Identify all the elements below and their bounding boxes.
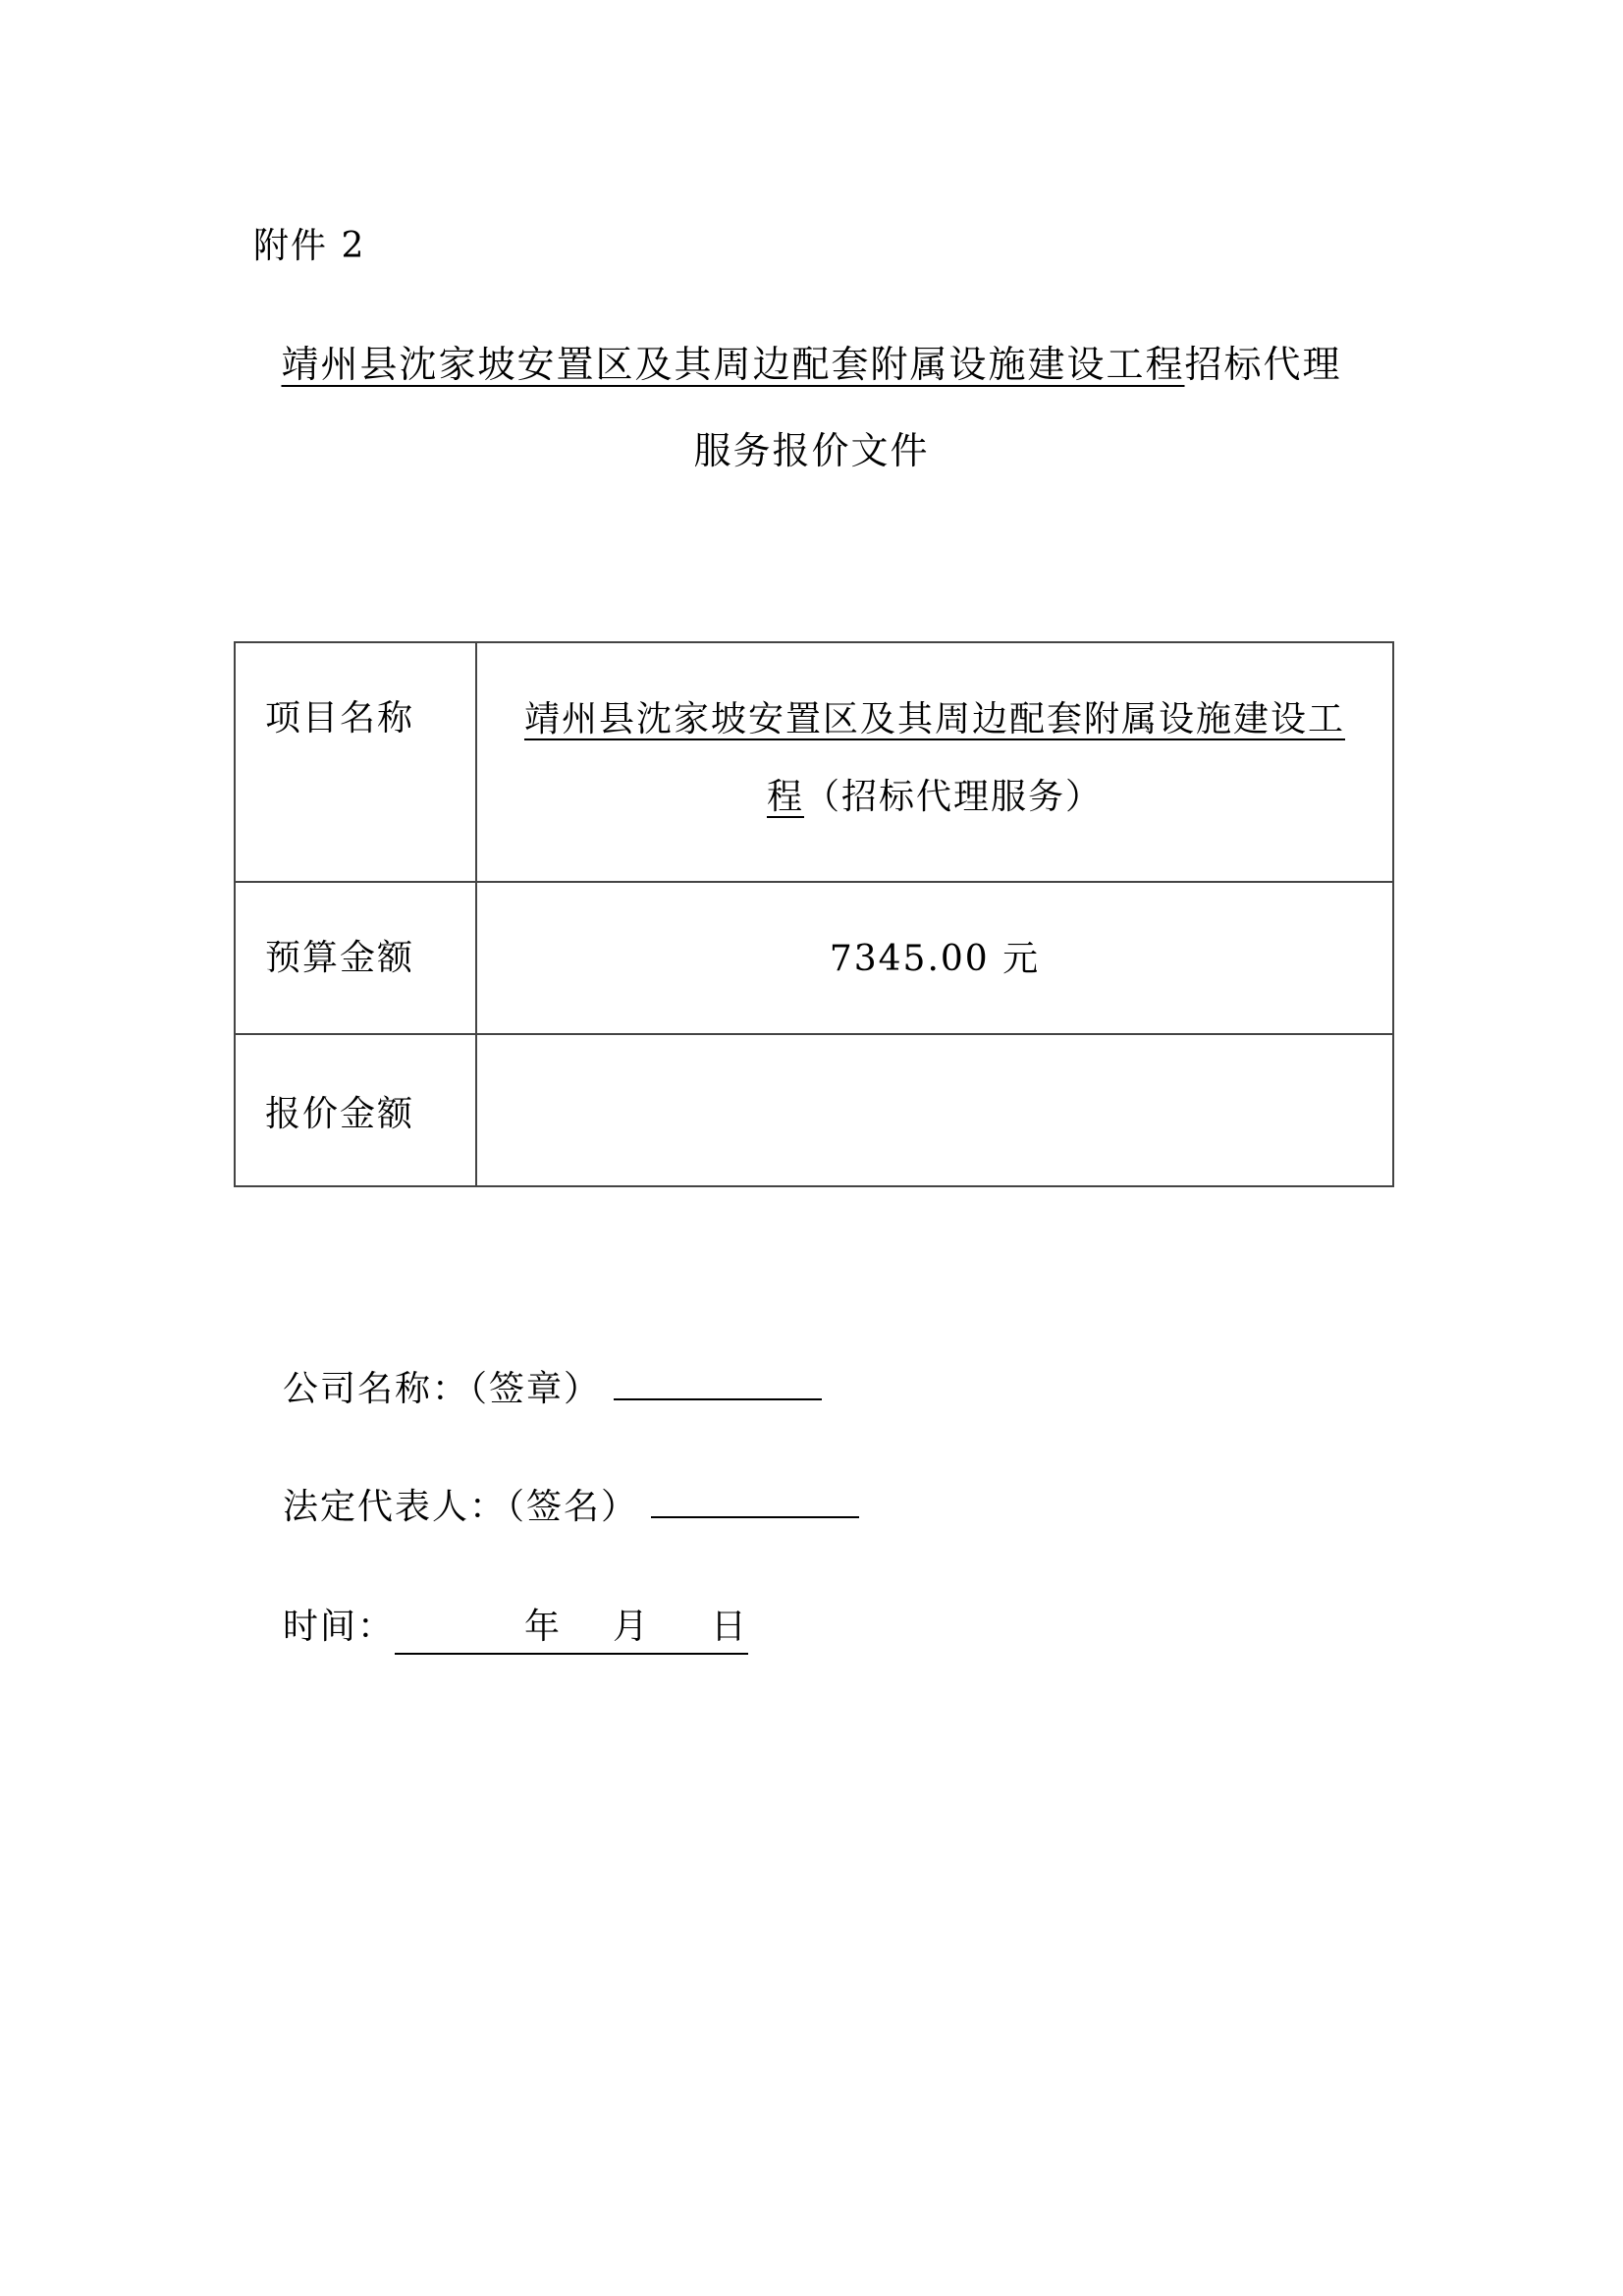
quote-table [234, 641, 1394, 1187]
legal-rep-signature-line [283, 1479, 859, 1529]
budget-value: 7345.00 元 [829, 939, 1041, 979]
project-name-value-line1: 靖州县沈家坡安置区及其周边配套附属设施建设工 [523, 699, 1345, 739]
table-row [235, 1034, 1393, 1186]
legal-rep-label: 法定代表人：（签名） [283, 1487, 639, 1527]
title-project-name: 靖州县沈家坡安置区及其周边配套附属设施建设工程 [281, 343, 1185, 386]
day-label: 日 [711, 1607, 749, 1647]
budget-cell [476, 882, 1393, 1034]
company-signature-field[interactable] [614, 1397, 822, 1400]
document-title-line2: 服务报价文件 [693, 429, 930, 472]
quote-amount-label: 报价金额 [235, 1034, 476, 1186]
company-label: 公司名称：（签章） [283, 1369, 602, 1409]
time-label: 时间： [283, 1607, 396, 1647]
legal-rep-signature-field[interactable] [651, 1515, 859, 1518]
date-line [283, 1599, 748, 1655]
table-row [235, 642, 1393, 882]
year-label: 年 [524, 1607, 563, 1647]
title-suffix: 招标代理 [1184, 343, 1342, 386]
document-title-line1 [0, 334, 1623, 388]
project-name-cell [476, 642, 1393, 882]
company-signature-line [283, 1361, 822, 1411]
project-name-value-line2: 程 [766, 777, 804, 817]
attachment-label: 附件 2 [253, 226, 366, 266]
date-field[interactable] [395, 1599, 748, 1655]
table-row [235, 882, 1393, 1034]
project-name-label: 项目名称 [235, 642, 476, 882]
quote-amount-field[interactable] [476, 1034, 1393, 1186]
month-label: 月 [613, 1607, 651, 1647]
budget-label: 预算金额 [235, 882, 476, 1034]
project-name-service: （招标代理服务） [804, 777, 1104, 817]
